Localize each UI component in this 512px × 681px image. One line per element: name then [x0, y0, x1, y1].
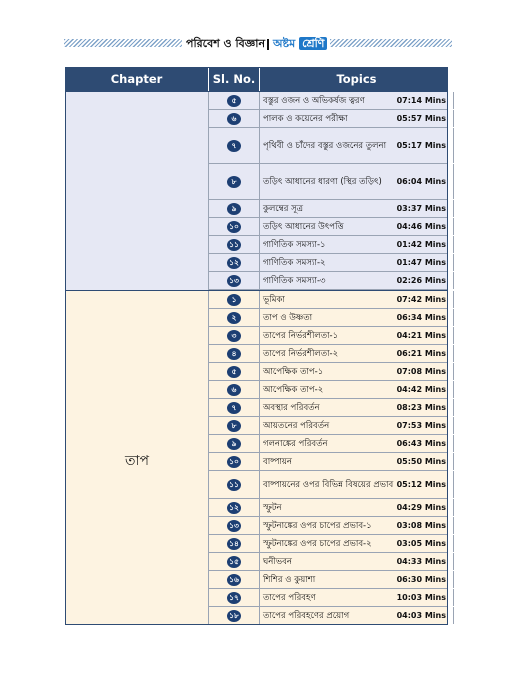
topic-cell: আপেক্ষিক তাপ-১ — [260, 363, 454, 380]
duration-cell: 05:57 Mins — [396, 114, 446, 123]
sl-no-cell — [209, 535, 260, 552]
duration-cell: 06:34 Mins — [396, 313, 446, 322]
table-row — [209, 254, 448, 272]
duration-cell: 03:05 Mins — [396, 539, 446, 548]
chapter-cell — [65, 92, 209, 290]
sl-no-badge: ৭ — [227, 402, 241, 414]
sl-no-cell — [209, 110, 260, 127]
sl-no-cell — [209, 589, 260, 606]
table-row — [209, 218, 448, 236]
topic-cell: তাপের নির্ভরশীলতা-১ — [260, 327, 454, 344]
table-row — [209, 200, 448, 218]
sl-no-badge: ১৩ — [227, 520, 241, 532]
table-row — [209, 381, 448, 399]
duration-cell: 06:30 Mins — [396, 575, 446, 584]
sl-no-badge: ৬ — [227, 113, 241, 125]
header-divider — [267, 39, 269, 50]
topic-cell: ঘনীভবন — [260, 553, 454, 570]
table-header — [65, 67, 509, 91]
duration-cell: 07:08 Mins — [396, 367, 446, 376]
sl-no-cell — [209, 272, 260, 289]
header-title — [186, 34, 327, 54]
table-row — [209, 272, 448, 290]
duration-cell: 07:42 Mins — [396, 295, 446, 304]
table-body — [65, 91, 448, 625]
duration-cell: 04:03 Mins — [396, 611, 446, 620]
sl-no-badge: ১৫ — [227, 556, 241, 568]
table-row — [209, 589, 448, 607]
sl-no-cell — [209, 291, 260, 308]
topic-cell: বাষ্পায়নের ওপর বিভিন্ন বিষয়ের প্রভাব — [260, 471, 454, 498]
table-row — [209, 327, 448, 345]
sl-no-badge: ৯ — [227, 203, 241, 215]
duration-cell: 06:43 Mins — [396, 439, 446, 448]
sl-no-badge: ১১ — [227, 479, 241, 491]
sl-no-badge: ১২ — [227, 502, 241, 514]
sl-no-badge: ১১ — [227, 239, 241, 251]
topic-cell: বাষ্পায়ন — [260, 453, 454, 470]
sl-no-badge: ৭ — [227, 140, 241, 152]
sl-no-badge: ৫ — [227, 366, 241, 378]
sl-no-cell — [209, 571, 260, 588]
table-row — [209, 435, 448, 453]
sl-no-cell — [209, 327, 260, 344]
page-header — [0, 34, 512, 54]
duration-cell: 08:23 Mins — [396, 403, 446, 412]
sl-no-badge: ১ — [227, 294, 241, 306]
topic-cell: তাপ ও উষ্ণতা — [260, 309, 454, 326]
duration-cell: 06:04 Mins — [396, 177, 446, 186]
col-duration: Duration — [454, 72, 509, 85]
sl-no-cell — [209, 363, 260, 380]
topic-cell: গলনাঙ্কের পরিবর্তন — [260, 435, 454, 452]
duration-cell: 07:53 Mins — [396, 421, 446, 430]
sl-no-badge: ৮ — [227, 420, 241, 432]
duration-cell: 06:21 Mins — [396, 349, 446, 358]
table-row — [209, 471, 448, 499]
table-row — [209, 110, 448, 128]
sl-no-cell — [209, 164, 260, 199]
duration-cell: 07:14 Mins — [396, 96, 446, 105]
sl-no-badge: ১৮ — [227, 610, 241, 622]
topic-cell: আপেক্ষিক তাপ-২ — [260, 381, 454, 398]
sl-no-badge: ৯ — [227, 438, 241, 450]
table-row — [209, 517, 448, 535]
sl-no-badge: ১৬ — [227, 574, 241, 586]
table-row — [209, 607, 448, 625]
duration-cell: 03:08 Mins — [396, 521, 446, 530]
topic-cell: বস্তুর ওজন ও অভিকর্ষজ ত্বরণ — [260, 92, 454, 109]
chapter-group — [65, 290, 448, 625]
col-topics: Topics — [260, 67, 454, 91]
topic-cell: পৃথিবী ও চাঁদের বস্তুর ওজনের তুলনা — [260, 128, 454, 163]
sl-no-cell — [209, 471, 260, 498]
sl-no-cell — [209, 499, 260, 516]
duration-cell: 04:21 Mins — [396, 331, 446, 340]
duration-cell: 02:26 Mins — [396, 276, 446, 285]
sl-no-badge: ২ — [227, 312, 241, 324]
table-row — [209, 236, 448, 254]
duration-cell: 03:37 Mins — [396, 204, 446, 213]
header-class-word: শ্রেণি — [299, 37, 327, 50]
header-class: অষ্টম — [273, 37, 296, 50]
chapter-title: তাপ — [124, 453, 150, 469]
duration-cell: 04:42 Mins — [396, 385, 446, 394]
sl-no-cell — [209, 517, 260, 534]
duration-cell: 01:47 Mins — [396, 258, 446, 267]
topic-cell: স্ফুটনাঙ্কের ওপর চাপের প্রভাব-১ — [260, 517, 454, 534]
table-row — [209, 417, 448, 435]
duration-cell: 04:33 Mins — [396, 557, 446, 566]
chapter-group — [65, 91, 448, 290]
table-row — [209, 535, 448, 553]
sl-no-badge: ১০ — [227, 456, 241, 468]
sl-no-badge: ৩ — [227, 330, 241, 342]
topic-cell: তাপের পরিবহণ — [260, 589, 454, 606]
sl-no-cell — [209, 381, 260, 398]
sl-no-badge: ১০ — [227, 221, 241, 233]
sl-no-cell — [209, 128, 260, 163]
sl-no-cell — [209, 417, 260, 434]
sl-no-badge: ১৩ — [227, 275, 241, 287]
sl-no-badge: ৪ — [227, 348, 241, 360]
duration-cell: 10:03 Mins — [396, 593, 446, 602]
sl-no-badge: ১৭ — [227, 592, 241, 604]
duration-cell: 05:50 Mins — [396, 457, 446, 466]
table-row — [209, 363, 448, 381]
header-hatch-right — [330, 39, 452, 47]
sl-no-cell — [209, 345, 260, 362]
topic-cell: গাণিতিক সমস্যা-১ — [260, 236, 454, 253]
table-row — [209, 291, 448, 309]
table-row — [209, 553, 448, 571]
sl-no-cell — [209, 92, 260, 109]
sl-no-cell — [209, 218, 260, 235]
header-subject: পরিবেশ ও বিজ্ঞান — [186, 37, 266, 50]
table-row — [209, 92, 448, 110]
topic-cell: অবস্থার পরিবর্তন — [260, 399, 454, 416]
sl-no-badge: ১৪ — [227, 538, 241, 550]
header-hatch-left — [64, 39, 182, 47]
sl-no-badge: ৫ — [227, 95, 241, 107]
topic-cell: স্ফুটন — [260, 499, 454, 516]
table-row — [209, 499, 448, 517]
topic-cell: গাণিতিক সমস্যা-২ — [260, 254, 454, 271]
table-row — [209, 164, 448, 200]
sl-no-badge: ১২ — [227, 257, 241, 269]
topic-cell: তড়িৎ আধানের ধারণা (স্থির তড়িৎ) — [260, 164, 454, 199]
topic-cell: পালক ও কয়েনের পরীক্ষা — [260, 110, 454, 127]
topic-cell: আয়তনের পরিবর্তন — [260, 417, 454, 434]
table-row — [209, 453, 448, 471]
duration-cell: 05:17 Mins — [396, 141, 446, 150]
topics-table — [65, 67, 509, 625]
sl-no-cell — [209, 254, 260, 271]
duration-cell: 01:42 Mins — [396, 240, 446, 249]
col-sl-no: Sl. No. — [209, 67, 260, 91]
topic-cell: স্ফুটনাঙ্কের ওপর চাপের প্রভাব-২ — [260, 535, 454, 552]
topic-cell: তাপের নির্ভরশীলতা-২ — [260, 345, 454, 362]
sl-no-badge: ৬ — [227, 384, 241, 396]
duration-cell: 04:46 Mins — [396, 222, 446, 231]
topic-cell: ভূমিকা — [260, 291, 454, 308]
duration-cell: 04:29 Mins — [396, 503, 446, 512]
topic-cell: গাণিতিক সমস্যা-৩ — [260, 272, 454, 289]
sl-no-cell — [209, 453, 260, 470]
sl-no-cell — [209, 236, 260, 253]
col-chapter: Chapter — [65, 67, 209, 91]
sl-no-cell — [209, 399, 260, 416]
table-row — [209, 309, 448, 327]
topic-cell: তড়িৎ আধানের উৎপত্তি — [260, 218, 454, 235]
topic-cell: তাপের পরিবহণের প্রয়োগ — [260, 607, 454, 624]
sl-no-cell — [209, 607, 260, 624]
table-row — [209, 345, 448, 363]
sl-no-cell — [209, 435, 260, 452]
sl-no-cell — [209, 200, 260, 217]
duration-cell: 05:12 Mins — [396, 480, 446, 489]
topic-cell: শিশির ও কুয়াশা — [260, 571, 454, 588]
sl-no-badge: ৮ — [227, 176, 241, 188]
sl-no-cell — [209, 553, 260, 570]
table-row — [209, 571, 448, 589]
table-row — [209, 399, 448, 417]
sl-no-cell — [209, 309, 260, 326]
table-row — [209, 128, 448, 164]
topic-cell: কুলম্বের সূত্র — [260, 200, 454, 217]
